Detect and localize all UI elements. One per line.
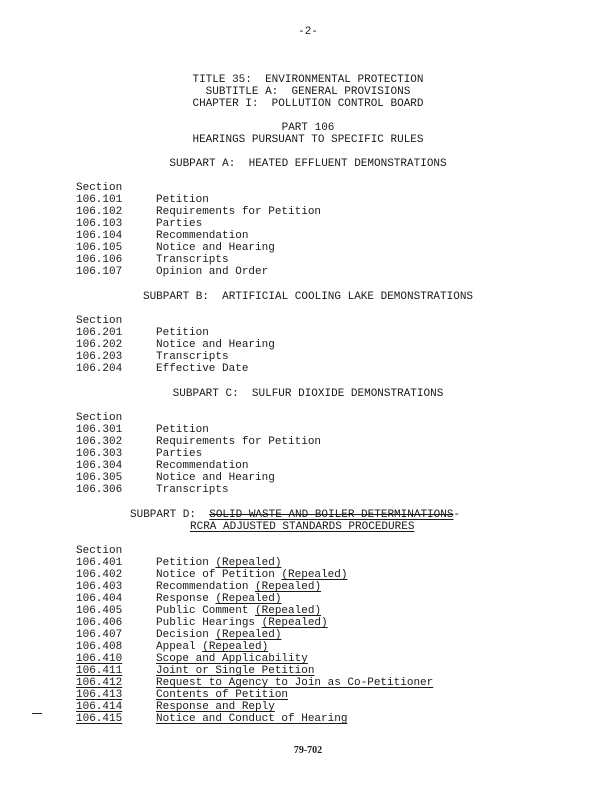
section-title: Notice of Petition: [156, 569, 282, 581]
section-number: 106.403: [76, 581, 123, 593]
section-label: Section: [76, 182, 123, 194]
section-entry: [76, 629, 281, 641]
section-entry: [76, 242, 275, 254]
margin-mark: [32, 713, 42, 714]
repealed-note: (Repealed): [215, 557, 282, 569]
section-number: 106.105: [76, 242, 123, 254]
section-number: 106.410: [76, 653, 123, 665]
part-title: HEARINGS PURSUANT TO SPECIFIC RULES: [192, 134, 424, 146]
repealed-note: (Repealed): [255, 605, 322, 617]
section-number: 106.407: [76, 629, 123, 641]
section-title: Public Comment: [156, 605, 256, 617]
section-number: 106.201: [76, 327, 123, 339]
section-entry: [76, 254, 229, 266]
subpart-a-heading: SUBPART A: HEATED EFFLUENT DEMONSTRATIONS: [169, 158, 447, 170]
section-entry: [76, 266, 268, 278]
section-number: 106.414: [76, 701, 123, 713]
section-title: Petition: [156, 194, 209, 206]
section-entry: [76, 617, 328, 629]
section-entry: [76, 424, 209, 436]
section-entry: [76, 194, 209, 206]
repealed-note: (Repealed): [215, 629, 282, 641]
section-title: Notice and Hearing: [156, 472, 275, 484]
repealed-note: (Repealed): [261, 617, 328, 629]
section-entry: [76, 339, 275, 351]
subpart-d-prefix: SUBPART D:: [130, 509, 210, 521]
section-entry: [76, 351, 229, 363]
section-title: Recommendation: [156, 460, 249, 472]
section-number: 106.301: [76, 424, 123, 436]
subpart-d-struck-heading: SOLID WASTE AND BOILER DETERMINATIONS: [209, 509, 454, 521]
subpart-d-dash: -: [453, 509, 461, 521]
section-number: 106.411: [76, 665, 123, 677]
section-number: 106.104: [76, 230, 123, 242]
section-label: Section: [76, 315, 123, 327]
section-title: Notice and Hearing: [156, 339, 275, 351]
section-number: 106.402: [76, 569, 123, 581]
section-entry: [76, 665, 314, 677]
section-entry: [76, 436, 321, 448]
section-title: Effective Date: [156, 363, 249, 375]
section-number: 106.406: [76, 617, 123, 629]
section-entry: [76, 581, 321, 593]
section-number: 106.408: [76, 641, 123, 653]
section-entry: [76, 460, 248, 472]
section-title: Public Hearings: [156, 617, 262, 629]
part-number: PART 106: [281, 122, 335, 134]
page-number: -2-: [298, 26, 318, 38]
section-number: 106.203: [76, 351, 123, 363]
section-number: 106.103: [76, 218, 123, 230]
section-entry: [76, 484, 229, 496]
section-number: 106.413: [76, 689, 123, 701]
section-number: 106.415: [76, 713, 123, 725]
repealed-note: (Repealed): [281, 569, 348, 581]
section-number: 106.202: [76, 339, 123, 351]
section-entry: [76, 327, 209, 339]
section-title: Recommendation: [156, 581, 256, 593]
section-label: Section: [76, 545, 123, 557]
section-number: 106.303: [76, 448, 123, 460]
section-entry: [76, 713, 347, 725]
section-entry: [76, 557, 281, 569]
title-line-2: SUBTITLE A: GENERAL PROVISIONS: [205, 86, 411, 98]
subpart-c-heading: SUBPART C: SULFUR DIOXIDE DEMONSTRATIONS: [172, 388, 444, 400]
section-title: Parties: [156, 218, 203, 230]
section-title: Joint or Single Petition: [156, 665, 315, 677]
section-title: Appeal: [156, 641, 203, 653]
section-title: Notice and Hearing: [156, 242, 275, 254]
section-number: 106.302: [76, 436, 123, 448]
section-title: Response: [156, 593, 216, 605]
section-title: Transcripts: [156, 484, 229, 496]
section-title: Response and Reply: [156, 701, 275, 713]
repealed-note: (Repealed): [215, 593, 282, 605]
section-title: Opinion and Order: [156, 266, 269, 278]
subpart-d-heading: [130, 509, 460, 521]
section-entry: [76, 689, 288, 701]
title-line-3: CHAPTER I: POLLUTION CONTROL BOARD: [192, 98, 424, 110]
section-number: 106.102: [76, 206, 123, 218]
section-number: 106.305: [76, 472, 123, 484]
section-number: 106.401: [76, 557, 123, 569]
section-title: Request to Agency to Join as Co-Petitioner: [156, 677, 434, 689]
section-entry: [76, 206, 321, 218]
section-title: Notice and Conduct of Hearing: [156, 713, 348, 725]
section-entry: [76, 363, 248, 375]
section-title: Petition: [156, 424, 209, 436]
section-number: 106.304: [76, 460, 123, 472]
section-title: Recommendation: [156, 230, 249, 242]
subpart-d-added-heading: RCRA ADJUSTED STANDARDS PROCEDURES: [190, 521, 415, 533]
section-entry: [76, 218, 202, 230]
section-label: Section: [76, 412, 123, 424]
section-entry: [76, 593, 281, 605]
section-number: 106.107: [76, 266, 123, 278]
section-entry: [76, 605, 321, 617]
subpart-b-heading: SUBPART B: ARTIFICIAL COOLING LAKE DEMONSTRATIONS: [142, 291, 474, 303]
section-title: Requirements for Petition: [156, 436, 322, 448]
section-entry: [76, 472, 275, 484]
section-title: Requirements for Petition: [156, 206, 322, 218]
section-entry: [76, 701, 275, 713]
section-title: Petition: [156, 327, 209, 339]
repealed-note: (Repealed): [255, 581, 322, 593]
section-number: 106.404: [76, 593, 123, 605]
title-line-1: TITLE 35: ENVIRONMENTAL PROTECTION: [192, 74, 424, 86]
section-title: Transcripts: [156, 351, 229, 363]
section-number: 106.306: [76, 484, 123, 496]
section-entry: [76, 653, 308, 665]
section-entry: [76, 569, 347, 581]
section-title: Parties: [156, 448, 203, 460]
section-title: Petition: [156, 557, 216, 569]
section-entry: [76, 677, 433, 689]
section-title: Contents of Petition: [156, 689, 289, 701]
page-footer: 79-702: [293, 745, 323, 756]
section-number: 106.106: [76, 254, 123, 266]
section-number: 106.204: [76, 363, 123, 375]
section-entry: [76, 230, 248, 242]
section-entry: [76, 448, 202, 460]
section-entry: [76, 641, 268, 653]
section-title: Transcripts: [156, 254, 229, 266]
section-number: 106.412: [76, 677, 123, 689]
repealed-note: (Repealed): [202, 641, 269, 653]
section-title: Decision: [156, 629, 216, 641]
section-number: 106.405: [76, 605, 123, 617]
section-number: 106.101: [76, 194, 123, 206]
section-title: Scope and Applicability: [156, 653, 308, 665]
